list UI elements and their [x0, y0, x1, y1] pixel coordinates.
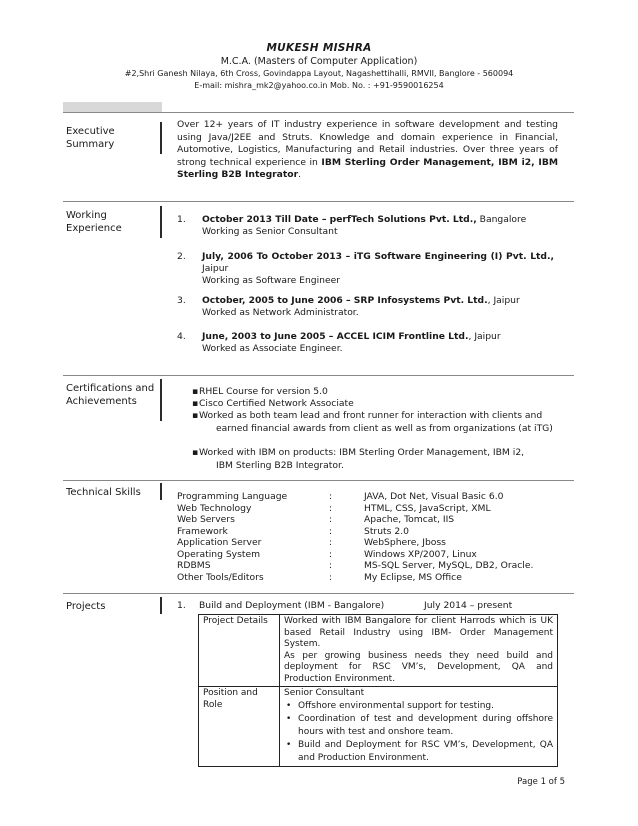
job-title: July, 2006 To October 2013 – iTG Software Engineering (I) Pvt. Ltd.,	[202, 251, 554, 262]
project-details-table	[198, 614, 558, 767]
bullet-icon: ▪	[192, 447, 199, 458]
summary-highlight: IBM Sterling Order Management, IBM i2, IBM Sterling B2B Integrator	[177, 156, 558, 180]
cert-item	[192, 398, 562, 411]
section-label-technical-skills: Technical Skills	[63, 483, 162, 500]
section-divider	[63, 375, 574, 376]
skill-sep: :	[329, 502, 333, 514]
job-location: Bangalore	[476, 214, 527, 225]
skill-value: Windows XP/2007, Linux	[364, 548, 477, 560]
cert-text: RHEL Course for version 5.0	[199, 386, 328, 397]
skill-row	[177, 503, 567, 515]
skill-value: MS-SQL Server, MySQL, DB2, Oracle.	[364, 560, 534, 571]
table-row	[199, 615, 558, 687]
candidate-contact: E-mail: mishra_mk2@yahoo.co.in Mob. No. : +91-9590016254	[194, 81, 444, 90]
cert-item	[192, 447, 562, 472]
skill-row	[177, 537, 567, 549]
project-heading	[177, 600, 567, 612]
job-role: Worked as Associate Engineer.	[202, 343, 343, 354]
skill-key: Web Servers	[177, 514, 235, 525]
skill-sep: :	[329, 514, 333, 525]
job-number: 2.	[177, 251, 186, 262]
project-details-line: Worked with IBM Bangalore for client Harrods which is UK based Retail Industry using IBM- Order Management System.	[284, 616, 553, 649]
job-role: Working as Software Engineer	[202, 275, 341, 286]
skill-key: Programming Language	[177, 491, 288, 502]
skill-row	[177, 526, 567, 538]
job-role: Worked as Network Administrator.	[202, 307, 359, 318]
candidate-name: MUKESH MISHRA	[266, 42, 372, 54]
cert-text: Worked with IBM on products: IBM Sterling Order Management, IBM i2,	[199, 447, 525, 458]
job-entry	[177, 251, 562, 287]
section-label-certifications: Certifications and Achievements	[63, 379, 162, 421]
skill-row	[177, 514, 567, 526]
skill-sep: :	[329, 537, 333, 548]
skills-table	[177, 491, 567, 583]
job-number: 1.	[177, 214, 186, 225]
job-number: 3.	[177, 295, 186, 306]
skill-value: WebSphere, Jboss	[364, 537, 446, 548]
job-location: , Jaipur	[487, 295, 520, 306]
skill-sep: :	[329, 491, 333, 502]
list-item: • Offshore environmental support for testing.	[284, 700, 553, 713]
job-location: Jaipur	[202, 263, 229, 274]
job-entry	[177, 331, 562, 355]
section-shade	[63, 102, 162, 112]
position-role-label: Position and Role	[199, 687, 280, 767]
section-divider	[63, 112, 574, 113]
list-item: • Build and Deployment for RSC VM’s, Development, QA and Production Environment.	[284, 739, 553, 765]
bullet-icon: ▪	[192, 398, 199, 409]
summary-end: .	[298, 169, 302, 180]
skill-row	[177, 491, 567, 503]
skill-sep: :	[329, 525, 333, 537]
skill-row	[177, 560, 567, 572]
section-divider	[63, 480, 574, 481]
project-date: July 2014 – present	[424, 600, 513, 611]
skill-sep: :	[329, 560, 333, 571]
skill-key: Application Server	[177, 537, 262, 548]
skill-value: Apache, Tomcat, IIS	[364, 514, 455, 525]
job-title: October, 2005 to June 2006 – SRP Infosystems Pvt. Ltd.	[202, 295, 488, 306]
skill-key: Web Technology	[177, 502, 252, 514]
job-title: June, 2003 to June 2005 – ACCEL ICIM Frontline Ltd.	[202, 331, 469, 342]
section-divider	[63, 201, 574, 202]
cert-text-cont: IBM Sterling B2B Integrator.	[216, 459, 344, 471]
section-divider	[63, 593, 574, 594]
table-row	[199, 687, 558, 767]
bullet-icon: ▪	[192, 386, 199, 397]
skill-key: Framework	[177, 525, 228, 537]
job-location: , Jaipur	[468, 331, 501, 342]
job-title: October 2013 Till Date – perfTech Solutions Pvt. Ltd.,	[202, 214, 477, 225]
section-label-working-experience: Working Experience	[63, 206, 162, 238]
page-number: Page 1 of 5	[517, 777, 565, 787]
cert-item	[192, 386, 562, 399]
skill-value: HTML, CSS, JavaScript, XML	[364, 502, 491, 514]
summary-body: Over 12+ years of IT industry experience in software development and testing using Java/J2EE and Struts. Knowledge and domain experience in Financial, Automotive, Logistics, Manufacturing and Retail industries. Over three years of strong technical experience in	[177, 119, 558, 168]
cert-text: Cisco Certified Network Associate	[199, 398, 354, 409]
skill-value: JAVA, Dot Net, Visual Basic 6.0	[364, 491, 504, 502]
candidate-address: #2,Shri Ganesh Nilaya, 6th Cross, Govindappa Layout, Nagashettihalli, RMVII, Banglore - 560094	[124, 69, 514, 78]
skill-key: Other Tools/Editors	[177, 571, 264, 583]
project-details-label: Project Details	[199, 615, 280, 687]
skill-value: Struts 2.0	[364, 525, 409, 537]
skill-row	[177, 572, 567, 584]
skill-row	[177, 549, 567, 561]
job-role: Working as Senior Consultant	[202, 226, 338, 237]
skill-value: My Eclipse, MS Office	[364, 571, 462, 583]
job-entry	[177, 295, 562, 319]
skill-key: Operating System	[177, 548, 261, 560]
role-title: Senior Consultant	[284, 688, 365, 698]
cert-item	[192, 410, 562, 435]
list-item: • Coordination of test and development during offshore hours with test and onshore team.	[284, 713, 553, 739]
skill-sep: :	[329, 548, 333, 560]
skill-key: RDBMS	[177, 560, 211, 571]
section-label-executive-summary: Executive Summary	[63, 122, 162, 154]
position-role-value	[280, 687, 558, 767]
executive-summary-text	[177, 119, 558, 182]
job-number: 4.	[177, 331, 186, 342]
job-entry	[177, 214, 562, 238]
skill-sep: :	[329, 571, 333, 583]
project-details-line: As per growing business needs they need build and deployment for RSC VM’s, Development, QA and Production Environment.	[284, 650, 553, 684]
resume-header	[0, 42, 638, 92]
role-list	[284, 700, 553, 765]
project-title: Build and Deployment (IBM - Bangalore)	[199, 600, 385, 611]
bullet-icon: ▪	[192, 410, 199, 421]
cert-text: Worked as both team lead and front runner for interaction with clients and	[199, 410, 543, 421]
cert-text-cont: earned financial awards from client as well as from organizations (at iTG)	[216, 422, 553, 434]
project-number: 1.	[177, 600, 186, 611]
project-details-value	[280, 615, 558, 687]
candidate-degree: M.C.A. (Masters of Computer Application)	[220, 56, 418, 67]
section-label-projects: Projects	[63, 597, 162, 614]
